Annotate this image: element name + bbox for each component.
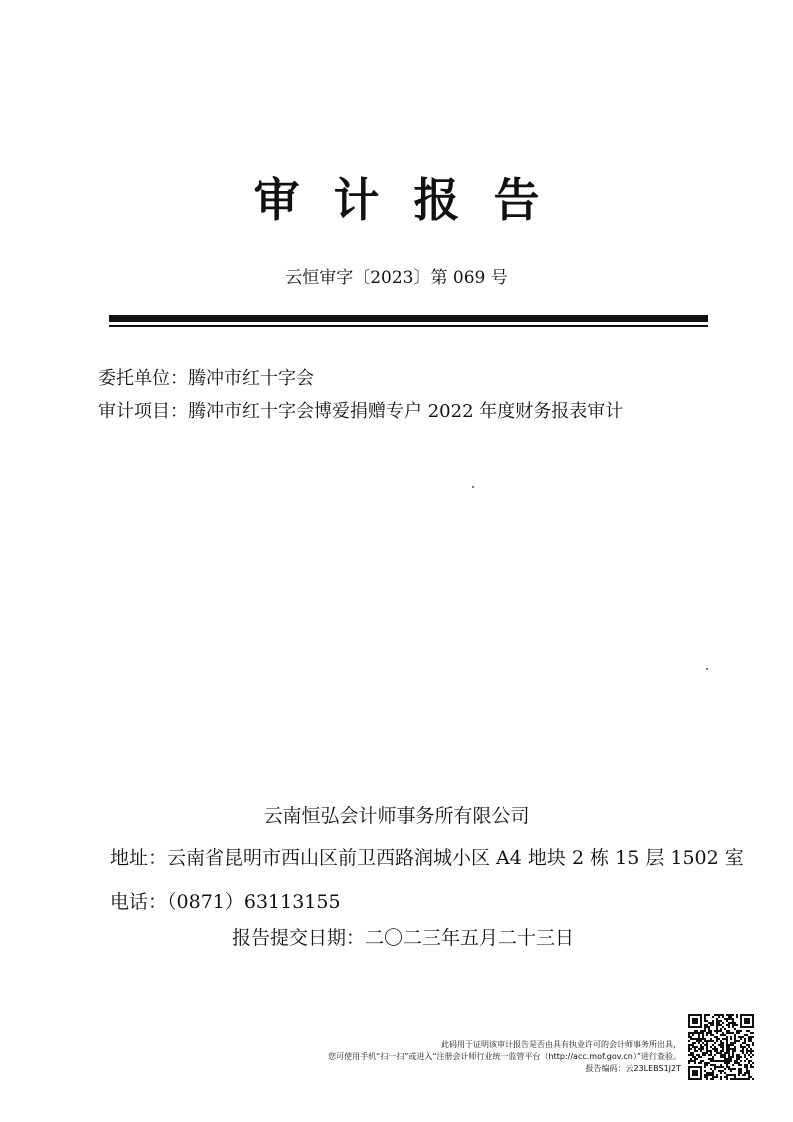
address-value: 云南省昆明市西山区前卫西路润城小区 A4 地块 2 栋 15 层 1502 室 [167,847,744,869]
qr-note-line1: 此码用于证明该审计报告是否由具有执业许可的会计师事务所出具， [441,1040,681,1049]
phone-label: 电话： [110,891,168,913]
firm-phone [110,889,341,915]
header-rule-thin [109,325,708,327]
scan-speck [706,668,708,670]
scan-speck [472,486,474,488]
client-value: 腾冲市红十字会 [188,368,314,389]
project-label: 审计项目： [98,401,188,422]
project-value: 腾冲市红十字会博爱捐赠专户 2022 年度财务报表审计 [188,401,624,422]
project-field [98,400,623,424]
client-field [98,367,314,391]
firm-address [110,845,744,871]
report-title: 审计报告 [253,173,574,227]
qr-note-line3: 报告编码：云23LEBS1J2T [585,1064,681,1073]
date-value: 二〇二三年五月二十三日 [365,927,575,949]
report-date [232,925,574,951]
date-label: 报告提交日期： [232,927,366,949]
qr-note-line2: 您可使用手机“扫一扫”或进入“注册会计师行业统一监管平台（http://acc.mof.gov.cn）”进行查验。 [328,1052,681,1061]
header-rule-thick [109,315,708,322]
phone-value: （0871）63113155 [167,891,341,913]
firm-name: 云南恒弘会计师事务所有限公司 [263,805,530,827]
qr-code-icon [688,1014,754,1080]
client-label: 委托单位： [98,368,188,389]
document-number: 云恒审字〔2023〕第 069 号 [285,268,508,288]
address-label: 地址： [110,847,168,869]
